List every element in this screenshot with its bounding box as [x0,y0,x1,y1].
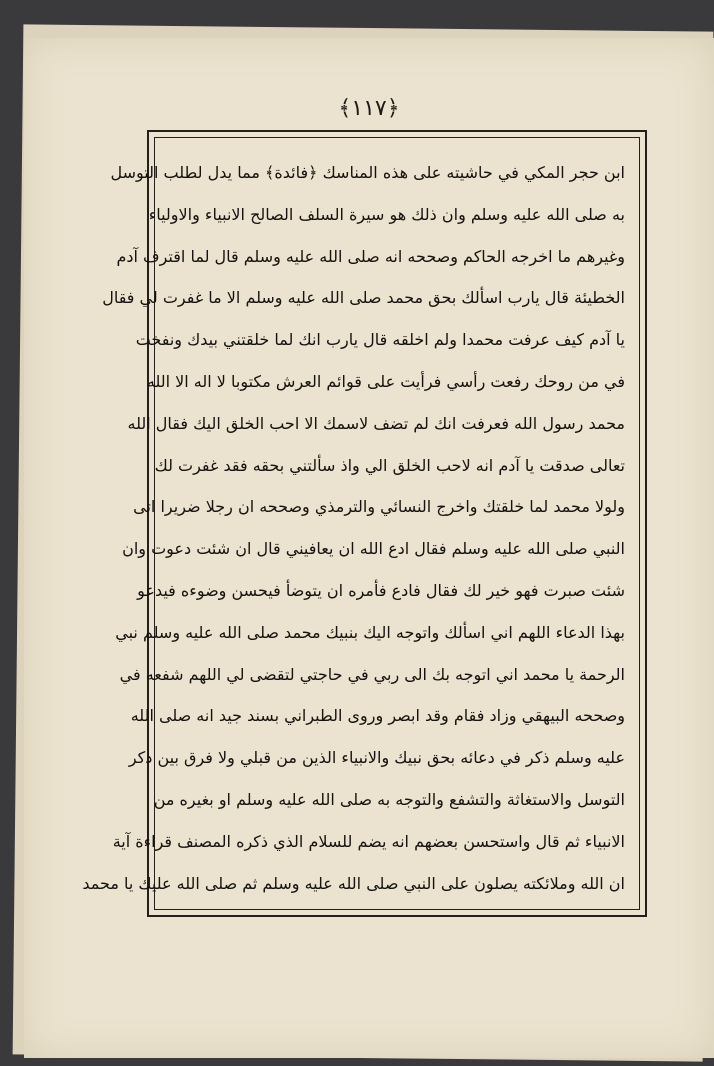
text-line: الانبياء ثم قال واستحسن بعضهم انه يضم للسلام الذي ذكره المصنف قراءة آية [112,831,625,851]
text-line: ابن حجر المكي في حاشيته على هذه المناسك ﴿فائدة﴾ مما يدل لطلب التوسل [110,163,625,182]
text-block [82,152,625,895]
text-line: به صلى الله عليه وسلم وان ذلك هو سيرة السلف الصالح الانبياء والاولياء [148,204,625,224]
text-line: تعالى صدقت يا آدم انه لاحب الخلق الي واذ سألتني بحقه فقد غفرت لك [154,455,625,475]
text-frame-outer [82,130,647,917]
text-line: الخطيئة قال يارب اسألك بحق محمد صلى الله عليه وسلم الا ما غفرت لي فقال [102,288,625,308]
text-line: محمد رسول الله فعرفت انك لم تضف لاسمك الا احب الخلق اليك فقال الله [127,413,625,433]
text-line: عليه وسلم ذكر في دعائه بحق نبيك والانبياء الذين من قبلي ولا فرق بين ذكر [128,748,625,768]
text-line: التوسل والاستغاثة والتشفع والتوجه به صلى الله عليه وسلم او بغيره من [153,789,625,809]
text-line: النبي صلى الله عليه وسلم فقال ادع الله ان يعافيني قال ان شئت دعوت وان [122,539,625,559]
text-line: الرحمة يا محمد اني اتوجه بك الى ربي في حاجتي لتقضى لي اللهم شفعه في [119,664,625,684]
text-line: شئت صبرت فهو خير لك فقال فادع فأمره ان يتوضأ فيحسن وضوءه فيدعو [137,580,625,600]
text-line: وصححه البيهقي وزاد فقام وقد ابصر وروى الطبراني بسند جيد انه صلى الله [130,706,625,726]
text-line: ان الله وملائكته يصلون على النبي صلى الله عليه وسلم ثم صلى الله عليك يا محمد [82,873,625,893]
manuscript-page [24,38,714,1058]
text-line: ولولا محمد لما خلقتك واخرج النسائي والترمذي وصححه ان رجلا ضريرا اتى [133,497,625,517]
text-frame-inner [82,137,640,910]
text-line: بهذا الدعاء اللهم اني اسألك واتوجه اليك بنبيك محمد صلى الله عليه وسلم نبي [115,622,625,642]
text-line: وغيرهم ما اخرجه الحاكم وصححه انه صلى الله عليه وسلم قال لما اقترف آدم [116,246,625,266]
text-line: يا آدم كيف عرفت محمدا ولم اخلقه قال يارب انك لما خلقتني بيدك ونفخت [135,330,625,350]
text-line: في من روحك رفعت رأسي فرأيت على قوائم العرش مكتوبا لا اله الا الله [146,371,625,391]
page-number: ﴿١١٧﴾ [338,96,400,121]
